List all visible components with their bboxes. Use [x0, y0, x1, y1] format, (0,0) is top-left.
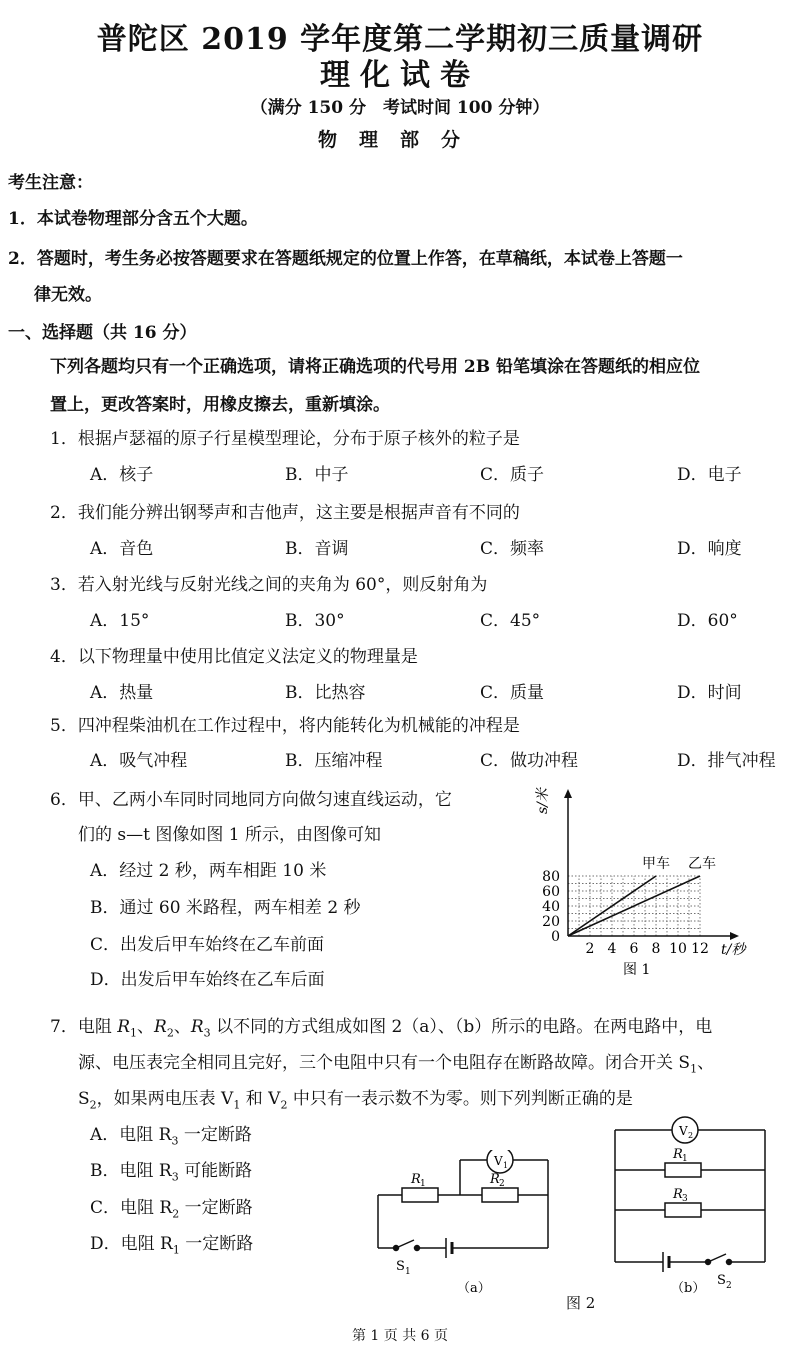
- question-6-option-b: B．通过 60 米路程，两车相差 2 秒: [90, 898, 361, 918]
- y-tick-label: 40: [542, 899, 560, 915]
- series-label-yi: 乙车: [688, 856, 716, 872]
- series-label-jia: 甲车: [642, 856, 670, 872]
- question-2-option-a: A．音色: [90, 539, 154, 559]
- x-tick-label: 4: [607, 941, 617, 957]
- question-1-option-b: B．中子: [285, 465, 349, 485]
- s1-label: S: [396, 1259, 405, 1274]
- figure-2b-circuit: [605, 1112, 780, 1302]
- x-axis-arrow: [730, 932, 739, 940]
- resistor-r2: [482, 1188, 518, 1202]
- exam-title: 普陀区 2019 学年度第二学期初三质量调研: [96, 22, 704, 57]
- question-7-option-c: C．电阻 $R_2$ 一定断路: [90, 1198, 253, 1221]
- b-r3-label-sub: 3: [682, 1194, 688, 1204]
- question-4-option-b: B．比热容: [285, 683, 366, 703]
- x-tick-label: 8: [651, 941, 661, 957]
- question-5-option-d: D．排气冲程: [677, 751, 776, 771]
- v2-label: V: [679, 1124, 688, 1138]
- s2-label: S: [717, 1273, 726, 1288]
- resistor-b-r1: [665, 1163, 701, 1177]
- notice-heading: 考生注意：: [8, 173, 93, 193]
- y-tick-label: 0: [551, 929, 560, 945]
- y-axis-label: s/米: [535, 788, 551, 814]
- y-tick-label: 60: [542, 884, 560, 900]
- question-2-stem: 2．我们能分辨出钢琴声和吉他声，这主要是根据声音有不同的: [50, 503, 520, 523]
- question-3-option-c: C．45°: [480, 611, 541, 631]
- question-3-option-b: B．30°: [285, 611, 345, 631]
- question-7-stem-line2: 源、电压表完全相同且完好，三个电阻中只有一个电阻存在断路故障。闭合开关 $S_1$、: [78, 1053, 715, 1076]
- question-1-option-d: D．电子: [677, 465, 742, 485]
- b-r3-label: R: [673, 1187, 683, 1202]
- question-2-option-d: D．响度: [677, 539, 742, 559]
- question-3-option-d: D．60°: [677, 611, 738, 631]
- question-1-option-a: A．核子: [90, 465, 154, 485]
- x-tick-label: 6: [629, 941, 639, 957]
- section-title: 物理部分: [317, 129, 482, 151]
- x-tick-label: 10: [669, 941, 687, 957]
- x-tick-label: 2: [585, 941, 595, 957]
- notice-item-2-cont: 律无效。: [34, 285, 102, 305]
- question-3-stem: 3．若入射光线与反射光线之间的夹角为 60°，则反射角为: [50, 575, 488, 595]
- question-7-stem-line3: $S_2$，如果两电压表 $V_1$ 和 $V_2$ 中只有一表示数不为零。则下列判断正确的是: [78, 1089, 633, 1112]
- r2-label-sub: 2: [499, 1179, 505, 1189]
- figure-2a-circuit: [370, 1150, 560, 1300]
- question-4-stem: 4．以下物理量中使用比值定义法定义的物理量是: [50, 647, 418, 667]
- question-7-stem-line1: 7．电阻 $R_1$、$R_2$、$R_3$ 以不同的方式组成如图 2（a）、（b）所示的电路。在两电路中，电: [50, 1017, 713, 1040]
- question-4-option-a: A．热量: [90, 683, 154, 703]
- question-6-option-a: A．经过 2 秒，两车相距 10 米: [90, 861, 327, 881]
- figure-2-caption: 图 2: [566, 1294, 596, 1312]
- question-2-option-b: B．音调: [285, 539, 349, 559]
- question-2-option-c: C．频率: [480, 539, 545, 559]
- y-tick-label: 80: [542, 869, 560, 885]
- paper-subtitle: 理化试卷: [320, 58, 480, 93]
- part1-instruction-cont: 置上，更改答案时，用橡皮擦去，重新填涂。: [50, 395, 390, 415]
- part1-heading: 一、选择题（共 16 分）: [8, 323, 197, 343]
- part1-instruction: 下列各题均只有一个正确选项，请将正确选项的代号用 2B 铅笔填涂在答题纸的相应位: [50, 357, 701, 377]
- v1-label: V: [494, 1154, 503, 1168]
- r1-label-sub: 1: [420, 1179, 426, 1189]
- figure-2b-caption: （b）: [671, 1281, 706, 1296]
- question-5-stem: 5．四冲程柴油机在工作过程中，将内能转化为机械能的冲程是: [50, 716, 520, 736]
- question-4-option-c: C．质量: [480, 683, 545, 703]
- exam-info: （满分 150 分 考试时间 100 分钟）: [250, 98, 550, 118]
- resistor-r1: [402, 1188, 438, 1202]
- resistor-b-r3: [665, 1203, 701, 1217]
- s2-label-sub: 2: [726, 1281, 732, 1291]
- v2-label-sub: 2: [688, 1131, 694, 1140]
- question-6-stem: 6．甲、乙两小车同时同地同方向做匀速直线运动，它: [50, 790, 452, 810]
- figure-1-st-chart: [525, 778, 775, 988]
- v1-label-sub: 1: [503, 1161, 509, 1170]
- question-1-stem: 1．根据卢瑟福的原子行星模型理论，分布于原子核外的粒子是: [50, 429, 520, 449]
- question-6-option-c: C．出发后甲车始终在乙车前面: [90, 935, 325, 955]
- s1-label-sub: 1: [405, 1267, 411, 1277]
- page-footer: 第 1 页 共 6 页: [351, 1328, 449, 1344]
- question-6-stem-cont: 们的 s—t 图像如图 1 所示，由图像可知: [78, 825, 381, 845]
- notice-item-2: 2．答题时，考生务必按答题要求在答题纸规定的位置上作答，在草稿纸，本试卷上答题一: [8, 249, 683, 269]
- question-5-option-a: A．吸气冲程: [90, 751, 188, 771]
- r1-label: R: [411, 1172, 421, 1187]
- notice-item-1: 1．本试卷物理部分含五个大题。: [8, 209, 258, 229]
- r2-label: R: [490, 1172, 500, 1187]
- question-7-option-d: D．电阻 $R_1$ 一定断路: [90, 1234, 254, 1257]
- x-tick-label: 12: [691, 941, 709, 957]
- y-axis-arrow: [564, 789, 572, 798]
- figure-1-caption: 图 1: [623, 962, 651, 978]
- y-tick-label: 20: [542, 914, 560, 930]
- question-4-option-d: D．时间: [677, 683, 742, 703]
- x-axis-label: t/秒: [721, 942, 746, 958]
- question-6-option-d: D．出发后甲车始终在乙车后面: [90, 970, 325, 990]
- figure-2a-caption: （a）: [457, 1281, 491, 1296]
- question-7-option-a: A．电阻 $R_3$ 一定断路: [90, 1125, 252, 1148]
- question-1-option-c: C．质子: [480, 465, 545, 485]
- b-r1-label: R: [673, 1147, 683, 1162]
- question-7-option-b: B．电阻 $R_3$ 可能断路: [90, 1161, 253, 1184]
- question-5-option-b: B．压缩冲程: [285, 751, 383, 771]
- question-5-option-c: C．做功冲程: [480, 751, 579, 771]
- question-3-option-a: A．15°: [90, 611, 150, 631]
- b-r1-label-sub: 1: [682, 1154, 688, 1164]
